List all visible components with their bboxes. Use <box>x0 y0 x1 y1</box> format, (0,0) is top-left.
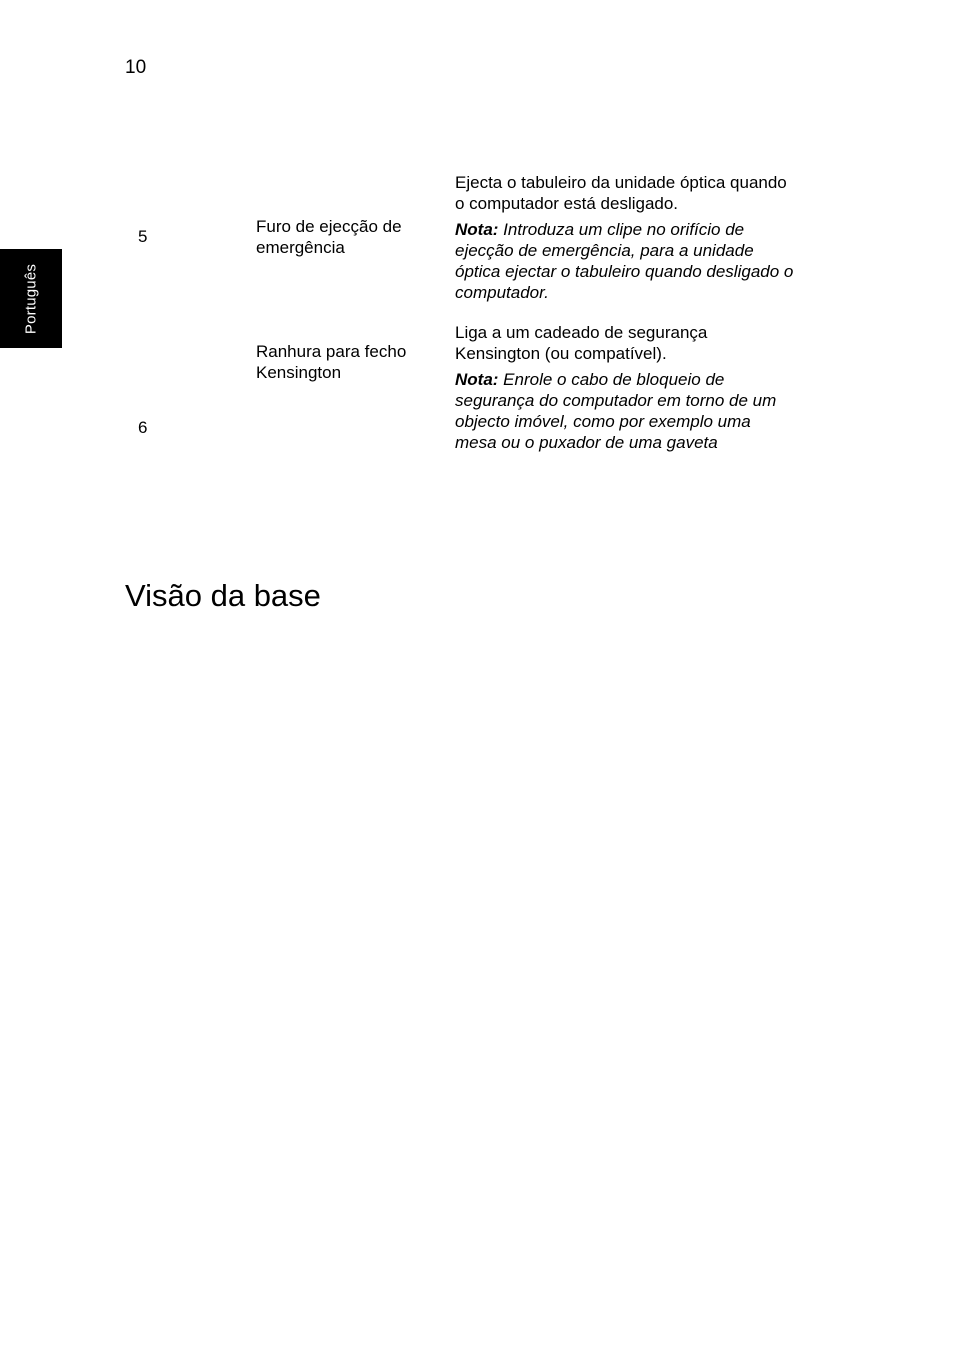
row-number-5: 5 <box>138 227 148 246</box>
row-name-kensington-lock: Ranhura para fecho Kensington <box>256 342 407 382</box>
note-text: Enrole o cabo de bloqueio de segurança do computador em torno de um objecto imóvel, como por exemplo uma mesa ou o puxador de uma gaveta <box>455 370 777 452</box>
language-side-tab-label: Português <box>22 263 40 335</box>
page-number: 10 <box>125 57 147 78</box>
row-number-6: 6 <box>138 418 148 437</box>
note-label: Nota: <box>455 220 499 239</box>
note <box>455 219 795 303</box>
note-text: Introduza um clipe no orifício de ejecção de emergência, para a unidade óptica ejectar o tabuleiro quando desligado o computador. <box>455 220 794 302</box>
section-title: Visão da base <box>125 578 321 613</box>
note-label: Nota: <box>455 370 499 389</box>
language-side-tab <box>0 249 62 348</box>
row-description-kensington-lock <box>455 322 795 453</box>
row-name-emergency-eject: Furo de ejecção de emergência <box>256 217 402 257</box>
description-text: Liga a um cadeado de segurança Kensington (ou compatível). <box>455 323 708 363</box>
description-text: Ejecta o tabuleiro da unidade óptica quando o computador está desligado. <box>455 173 787 213</box>
row-description-emergency-eject <box>455 172 795 303</box>
note <box>455 369 795 453</box>
